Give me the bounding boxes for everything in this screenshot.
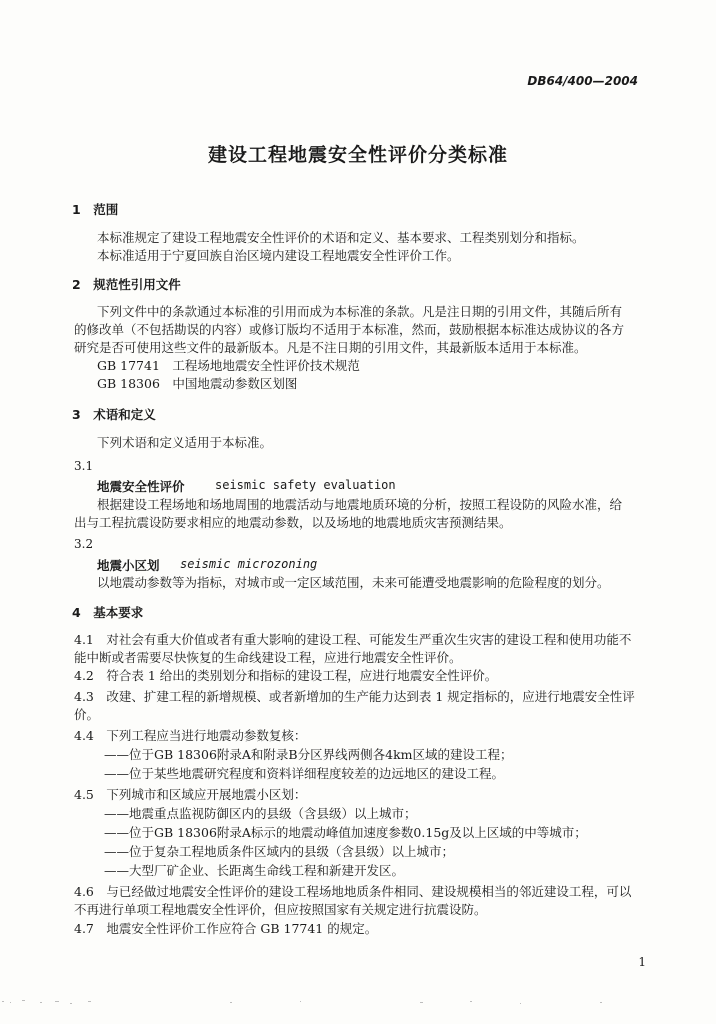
requirement-4-5-item-2: ——位于GB 18306附录A标示的地震动峰值加速度参数0.15g及以上区域的中等城市； [104, 825, 587, 840]
section-1-heading: 1 范围 [72, 202, 119, 217]
requirement-4-2: 4.2 符合表 1 给出的类别划分和指标的建设工程，应进行地震安全性评价。 [74, 668, 498, 683]
requirement-4-3-line-2: 价。 [74, 707, 100, 722]
normative-reference-1: GB 17741 工程场地地震安全性评价技术规范 [97, 358, 360, 373]
term-3-2-english: seismic microzoning [180, 557, 318, 571]
section-2-para-line-3: 研究是否可使用这些文件的最新版本。凡是不注日期的引用文件，其最新版本适用于本标准。 [74, 340, 587, 355]
requirement-4-5-item-1: ——地震重点监视防御区内的县级（含县级）以上城市； [104, 806, 417, 821]
requirement-4-6-line-2: 不再进行单项工程地震安全性评价，但应按照国家有关规定进行抗震设防。 [74, 902, 487, 917]
term-3-2-definition: 以地震动参数等为指标，对城市或一定区域范围，未来可能遭受地震影响的危险程度的划分。 [97, 575, 610, 590]
requirement-4-3-line-1: 4.3 改建、扩建工程的新增规模、或者新增加的生产能力达到表 1 规定指标的，应进行地震安全性评 [74, 689, 635, 704]
section-1-para-1: 本标准规定了建设工程地震安全性评价的术语和定义、基本要求、工程类别划分和指标。 [97, 230, 585, 245]
standard-code: DB64/400—2004 [527, 74, 638, 88]
requirement-4-4-item-2: ——位于某些地震研究程度和资料详细程度较差的边远地区的建设工程。 [104, 766, 505, 781]
requirement-4-6-line-1: 4.6 与已经做过地震安全性评价的建设工程场地地质条件相同、建设规模相当的邻近建设工程，可以 [74, 884, 632, 899]
scan-noise-decoration [0, 996, 716, 1008]
term-3-1-definition-line-2: 出与工程抗震设防要求相应的地震动参数，以及场地的地震地质灾害预测结果。 [74, 515, 512, 530]
term-3-1-chinese: 地震安全性评价 [97, 479, 185, 494]
term-3-1-number: 3.1 [74, 459, 94, 473]
section-4-heading: 4 基本要求 [72, 605, 144, 620]
requirement-4-1-line-2: 能中断或者需要尽快恢复的生命线建设工程，应进行地震安全性评价。 [74, 650, 462, 665]
requirement-4-4: 4.4 下列工程应当进行地震动参数复核： [74, 728, 307, 743]
page-number: 1 [638, 955, 646, 969]
term-3-2-number: 3.2 [74, 537, 94, 551]
document-title: 建设工程地震安全性评价分类标准 [207, 144, 508, 166]
section-1-para-2: 本标准适用于宁夏回族自治区境内建设工程地震安全性评价工作。 [97, 248, 460, 263]
section-2-heading: 2 规范性引用文件 [72, 277, 181, 292]
term-3-1-english: seismic safety evaluation [215, 478, 396, 492]
requirement-4-4-item-1: ——位于GB 18306附录A和附录B分区界线两侧各4km区域的建设工程； [104, 747, 513, 762]
requirement-4-5: 4.5 下列城市和区域应开展地震小区划： [74, 787, 307, 802]
section-3-intro: 下列术语和定义适用于本标准。 [97, 435, 273, 450]
requirement-4-5-item-3: ——位于复杂工程地质条件区域内的县级（含县级）以上城市； [104, 844, 455, 859]
term-3-2-chinese: 地震小区划 [97, 558, 160, 573]
section-3-heading: 3 术语和定义 [72, 407, 156, 422]
section-2-para-line-1: 下列文件中的条款通过本标准的引用而成为本标准的条款。凡是注日期的引用文件，其随后所有 [97, 304, 623, 319]
requirement-4-7: 4.7 地震安全性评价工作应符合 GB 17741 的规定。 [74, 921, 378, 936]
term-3-1-definition-line-1: 根据建设工程场地和场地周围的地震活动与地震地质环境的分析，按照工程设防的风险水准，给 [97, 497, 623, 512]
section-2-para-line-2: 的修改单（不包括勘误的内容）或修订版均不适用于本标准，然而，鼓励根据本标准达成协议的各方 [74, 322, 625, 337]
requirement-4-5-item-4: ——大型厂矿企业、长距离生命线工程和新建开发区。 [104, 863, 405, 878]
normative-reference-2: GB 18306 中国地震动参数区划图 [97, 376, 298, 391]
requirement-4-1-line-1: 4.1 对社会有重大价值或者有重大影响的建设工程、可能发生严重次生灾害的建设工程和使用功能不 [74, 632, 632, 647]
